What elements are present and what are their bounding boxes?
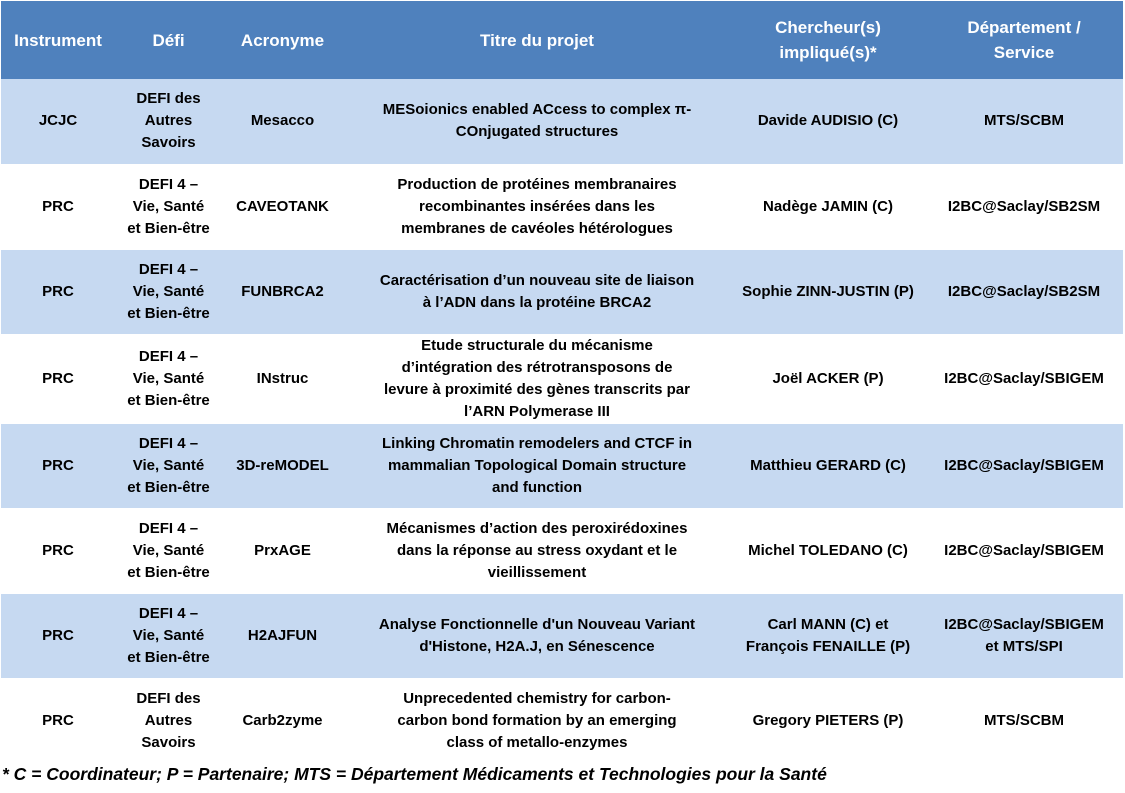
table-row <box>1 593 1123 678</box>
cell-instrument: PRC <box>1 678 115 763</box>
cell-defi-line: DEFI 4 – <box>138 260 199 278</box>
cell-defi-line: Vie, Santé <box>132 369 205 387</box>
cell-acronyme: H2AJFUN <box>222 593 343 678</box>
cell-defi <box>115 164 222 249</box>
cell-titre-line: MESoionics enabled ACcess to complex π- <box>382 101 692 119</box>
cell-departement <box>925 249 1123 334</box>
cell-chercheurs-line: Nadège JAMIN (C) <box>762 197 893 215</box>
cell-titre <box>343 334 731 423</box>
header-chercheurs <box>731 1 925 79</box>
cell-titre <box>343 593 731 678</box>
cell-titre-line: dans la réponse au stress oxydant et le <box>396 541 678 559</box>
cell-acronyme: Mesacco <box>222 79 343 164</box>
cell-defi <box>115 678 222 763</box>
table-header-row <box>1 1 1123 79</box>
cell-instrument: PRC <box>1 164 115 249</box>
cell-instrument: PRC <box>1 593 115 678</box>
cell-chercheurs <box>731 508 925 593</box>
cell-titre-line: COnjugated structures <box>455 123 619 141</box>
cell-defi <box>115 508 222 593</box>
cell-titre-line: levure à proximité des gènes transcrits par <box>384 380 690 398</box>
table-row <box>1 678 1123 763</box>
cell-chercheurs <box>731 334 925 423</box>
cell-defi-line: et Bien-être <box>127 304 210 322</box>
cell-departement <box>925 678 1123 763</box>
table-row <box>1 334 1123 423</box>
cell-titre-line: à l’ADN dans la protéine BRCA2 <box>422 293 652 311</box>
cell-chercheurs <box>731 164 925 249</box>
cell-defi-line: Autres <box>144 711 193 729</box>
cell-titre-line: recombinantes insérées dans les <box>419 197 655 215</box>
cell-departement-line: I2BC@Saclay/SBIGEM <box>944 369 1104 387</box>
header-chercheurs-line2: impliqué(s)* <box>779 43 877 62</box>
cell-defi-line: Savoirs <box>141 134 196 152</box>
cell-acronyme: INstruc <box>222 334 343 423</box>
header-departement-line1: Département / <box>967 18 1081 37</box>
cell-instrument: PRC <box>1 423 115 508</box>
cell-acronyme: 3D-reMODEL <box>222 423 343 508</box>
cell-chercheurs-line: François FENAILLE (P) <box>745 637 911 655</box>
cell-defi <box>115 79 222 164</box>
cell-instrument: JCJC <box>1 79 115 164</box>
cell-defi-line: Vie, Santé <box>132 626 205 644</box>
cell-chercheurs <box>731 423 925 508</box>
cell-defi-line: Savoirs <box>141 733 196 751</box>
cell-titre <box>343 79 731 164</box>
cell-departement <box>925 423 1123 508</box>
cell-titre-line: Production de protéines membranaires <box>397 175 677 193</box>
cell-chercheurs <box>731 249 925 334</box>
cell-defi-line: Vie, Santé <box>132 282 205 300</box>
cell-defi-line: DEFI 4 – <box>138 519 199 537</box>
cell-defi <box>115 249 222 334</box>
cell-titre <box>343 678 731 763</box>
table-row <box>1 508 1123 593</box>
cell-chercheurs <box>731 79 925 164</box>
cell-chercheurs-line: Michel TOLEDANO (C) <box>748 541 908 559</box>
cell-defi-line: DEFI des <box>136 689 201 707</box>
cell-defi-line: Autres <box>144 112 193 130</box>
cell-defi-line: et Bien-être <box>127 478 210 496</box>
cell-titre-line: d'Histone, H2A.J, en Sénescence <box>419 637 655 655</box>
table-body <box>1 79 1123 763</box>
cell-departement <box>925 508 1123 593</box>
cell-defi-line: et Bien-être <box>127 219 210 237</box>
cell-departement-line: I2BC@Saclay/SB2SM <box>947 197 1101 215</box>
header-instrument: Instrument <box>1 1 115 79</box>
table-row <box>1 164 1123 249</box>
cell-departement-line: I2BC@Saclay/SBIGEM <box>944 456 1104 474</box>
cell-acronyme: FUNBRCA2 <box>222 249 343 334</box>
cell-defi-line: et Bien-être <box>127 648 210 666</box>
cell-titre-line: carbon bond formation by an emerging <box>397 711 677 729</box>
cell-defi-line: DEFI 4 – <box>138 175 199 193</box>
cell-titre-line: class of metallo-enzymes <box>446 733 628 751</box>
cell-instrument: PRC <box>1 334 115 423</box>
cell-departement <box>925 334 1123 423</box>
cell-chercheurs-line: Davide AUDISIO (C) <box>757 112 899 130</box>
cell-defi-line: DEFI 4 – <box>138 434 199 452</box>
cell-defi <box>115 334 222 423</box>
cell-titre-line: Caractérisation d’un nouveau site de liaison <box>379 271 695 289</box>
cell-chercheurs-line: Gregory PIETERS (P) <box>752 711 904 729</box>
table-row <box>1 423 1123 508</box>
cell-acronyme: CAVEOTANK <box>222 164 343 249</box>
cell-acronyme: Carb2zyme <box>222 678 343 763</box>
cell-instrument: PRC <box>1 508 115 593</box>
header-defi: Défi <box>115 1 222 79</box>
cell-defi-line: DEFI 4 – <box>138 347 199 365</box>
cell-defi-line: et Bien-être <box>127 391 210 409</box>
cell-defi <box>115 423 222 508</box>
cell-departement-line: I2BC@Saclay/SBIGEM <box>944 615 1104 633</box>
cell-titre <box>343 423 731 508</box>
cell-defi-line: et Bien-être <box>127 563 210 581</box>
footnote: * C = Coordinateur; P = Partenaire; MTS = Département Médicaments et Technologies pour la Santé <box>2 764 827 784</box>
cell-defi-line: Vie, Santé <box>132 541 205 559</box>
header-acronyme: Acronyme <box>222 1 343 79</box>
cell-titre-line: d’intégration des rétrotransposons de <box>401 358 673 376</box>
cell-acronyme: PrxAGE <box>222 508 343 593</box>
header-departement <box>925 1 1123 79</box>
cell-departement <box>925 164 1123 249</box>
header-chercheurs-line1: Chercheur(s) <box>775 18 881 37</box>
cell-titre-line: l’ARN Polymerase III <box>464 402 610 420</box>
cell-departement-line: MTS/SCBM <box>984 112 1064 130</box>
cell-departement <box>925 593 1123 678</box>
cell-titre-line: membranes de cavéoles hétérologues <box>401 219 673 237</box>
cell-instrument: PRC <box>1 249 115 334</box>
cell-titre <box>343 249 731 334</box>
cell-titre-line: vieillissement <box>487 563 587 581</box>
cell-chercheurs-line: Sophie ZINN-JUSTIN (P) <box>742 282 914 300</box>
cell-defi-line: Vie, Santé <box>132 456 205 474</box>
cell-chercheurs-line: Joël ACKER (P) <box>772 369 884 387</box>
cell-departement-line: I2BC@Saclay/SB2SM <box>947 282 1101 300</box>
cell-departement-line: et MTS/SPI <box>985 637 1063 655</box>
cell-titre <box>343 164 731 249</box>
cell-titre-line: Linking Chromatin remodelers and CTCF in <box>381 434 693 452</box>
cell-departement <box>925 79 1123 164</box>
cell-defi <box>115 593 222 678</box>
cell-chercheurs-line: Matthieu GERARD (C) <box>750 456 906 474</box>
cell-departement-line: I2BC@Saclay/SBIGEM <box>944 541 1104 559</box>
cell-titre-line: Analyse Fonctionnelle d'un Nouveau Variant <box>378 615 696 633</box>
table-row <box>1 79 1123 164</box>
cell-titre-line: Mécanismes d’action des peroxirédoxines <box>386 519 688 537</box>
cell-chercheurs <box>731 678 925 763</box>
cell-titre-line: and function <box>492 478 582 496</box>
projects-table <box>1 1 1123 764</box>
header-titre: Titre du projet <box>343 1 731 79</box>
cell-chercheurs-line: Carl MANN (C) et <box>767 615 889 633</box>
cell-defi-line: DEFI 4 – <box>138 604 199 622</box>
cell-chercheurs <box>731 593 925 678</box>
cell-defi-line: Vie, Santé <box>132 197 205 215</box>
cell-titre-line: mammalian Topological Domain structure <box>387 456 687 474</box>
cell-defi-line: DEFI des <box>136 90 201 108</box>
header-departement-line2: Service <box>993 43 1055 62</box>
cell-departement-line: MTS/SCBM <box>984 711 1064 729</box>
table-row <box>1 249 1123 334</box>
cell-titre-line: Etude structurale du mécanisme <box>421 336 653 354</box>
cell-titre-line: Unprecedented chemistry for carbon- <box>403 689 671 707</box>
cell-titre <box>343 508 731 593</box>
